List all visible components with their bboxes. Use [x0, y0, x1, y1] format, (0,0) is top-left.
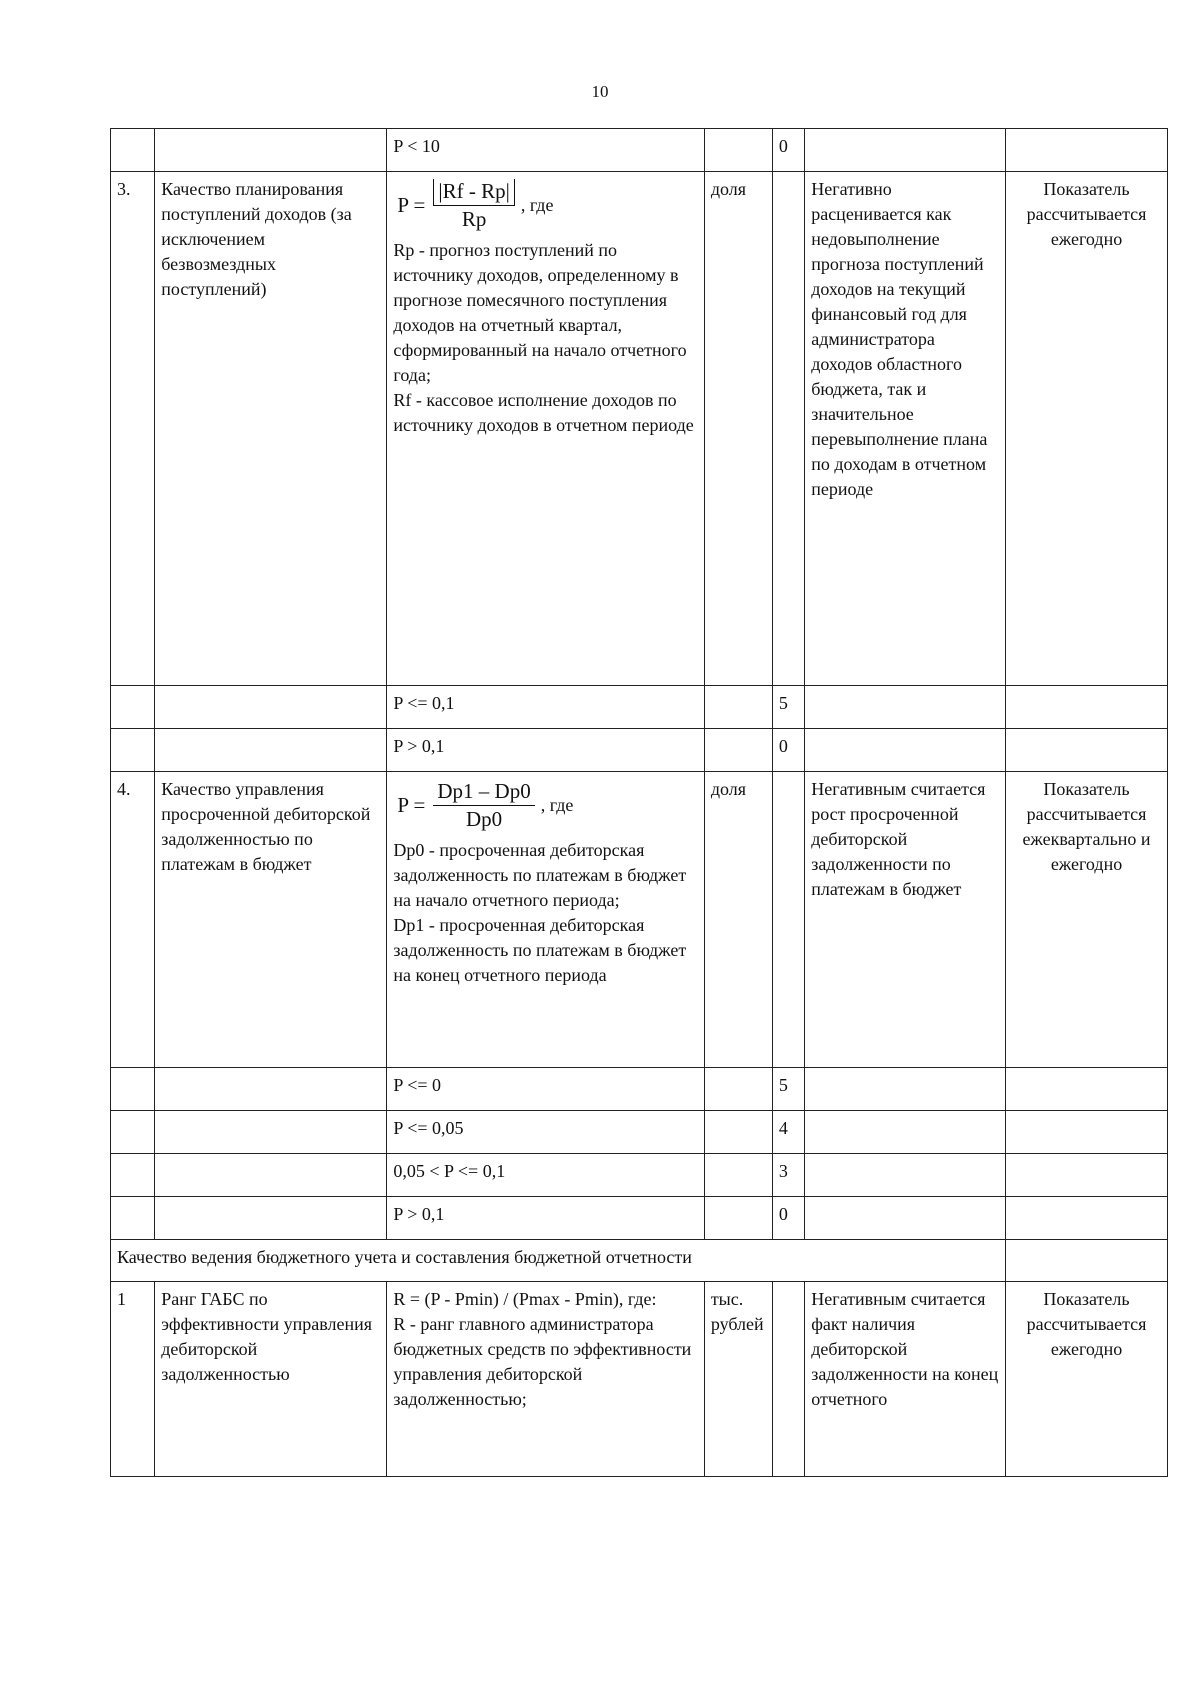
score-cell: 0: [772, 129, 804, 172]
score-cell: 5: [772, 686, 804, 729]
indicator-name: Качество управления просроченной дебиторской задолженностью по платежам в бюджет: [155, 772, 387, 1068]
score-cell: 5: [772, 1068, 804, 1111]
condition-cell: P < 10: [387, 129, 704, 172]
row-number: 1: [111, 1282, 155, 1477]
condition-cell: 0,05 < P <= 0,1: [387, 1154, 704, 1197]
note-cell: Показатель рассчитывается ежегодно: [1006, 1282, 1168, 1477]
fraction-denominator: Dp0: [465, 807, 503, 831]
table-row: [111, 1068, 1168, 1111]
score-cell: 3: [772, 1154, 804, 1197]
comment-cell: Негативным считается факт наличия дебиторской задолженности на конец отчетного: [805, 1282, 1006, 1477]
condition-cell: P <= 0,05: [387, 1111, 704, 1154]
formula-lhs: P =: [397, 193, 426, 217]
fraction: [433, 179, 514, 232]
unit-cell: тыс. рублей: [704, 1282, 772, 1477]
score-cell: 0: [772, 1197, 804, 1240]
fraction: [433, 779, 534, 832]
row-number: 3.: [111, 172, 155, 686]
note-cell: Показатель рассчитывается ежеквартально и ежегодно: [1006, 772, 1168, 1068]
formula-lhs: P =: [397, 793, 426, 817]
row-number: 4.: [111, 772, 155, 1068]
formula-cell: [387, 172, 704, 686]
formula-cell: R = (P - Pmin) / (Pmax - Pmin), где: R - ранг главного администратора бюджетных средств по эффективности управления дебиторской задолженностью;: [387, 1282, 704, 1477]
condition-cell: P > 0,1: [387, 1197, 704, 1240]
fraction-denominator: Rp: [461, 207, 487, 231]
score-cell: 4: [772, 1111, 804, 1154]
section-title: Качество ведения бюджетного учета и составления бюджетной отчетности: [111, 1240, 1006, 1282]
fraction-numerator: Dp1 – Dp0: [433, 779, 534, 806]
condition-cell: P > 0,1: [387, 729, 704, 772]
section-row: [111, 1240, 1168, 1282]
table-row: [111, 1111, 1168, 1154]
table-row: [111, 1197, 1168, 1240]
unit-cell: доля: [704, 172, 772, 686]
table-row: [111, 172, 1168, 686]
criteria-table: [110, 128, 1168, 1477]
table-row: [111, 729, 1168, 772]
formula: [397, 779, 697, 832]
formula-definitions: Rp - прогноз поступлений по источнику доходов, определенному в прогнозе помесячного поступления доходов на отчетный квартал, сформированный на начало отчетного года; Rf - кассовое исполнение доходов по источнику доходов в отчетном периоде: [393, 240, 694, 435]
indicator-name: Ранг ГАБС по эффективности управления дебиторской задолженностью: [155, 1282, 387, 1477]
fraction-numerator: |Rf - Rp|: [433, 179, 514, 206]
table-row: [111, 1154, 1168, 1197]
formula-suffix: , где: [520, 195, 554, 215]
note-cell: Показатель рассчитывается ежегодно: [1006, 172, 1168, 686]
table-row: [111, 772, 1168, 1068]
formula-suffix: , где: [540, 795, 574, 815]
condition-cell: P <= 0,1: [387, 686, 704, 729]
table-row: [111, 129, 1168, 172]
unit-cell: доля: [704, 772, 772, 1068]
table-row: [111, 686, 1168, 729]
page-number: 10: [591, 82, 609, 101]
formula-definitions: Dp0 - просроченная дебиторская задолженность по платежам в бюджет на начало отчетного периода; Dp1 - просроченная дебиторская задолженность по платежам в бюджет на конец отчетного периода: [393, 840, 687, 985]
formula-cell: [387, 772, 704, 1068]
condition-cell: P <= 0: [387, 1068, 704, 1111]
score-cell: 0: [772, 729, 804, 772]
indicator-name: Качество планирования поступлений доходов (за исключением безвозмездных поступлений): [155, 172, 387, 686]
formula: [397, 179, 697, 232]
comment-cell: Негативным считается рост просроченной дебиторской задолженности по платежам в бюджет: [805, 772, 1006, 1068]
table-row: [111, 1282, 1168, 1477]
comment-cell: Негативно расценивается как недовыполнение прогноза поступлений доходов на текущий финансовый год для администратора доходов областного бюджета, так и значительное перевыполнение плана по доходам в отчетном периоде: [805, 172, 1006, 686]
